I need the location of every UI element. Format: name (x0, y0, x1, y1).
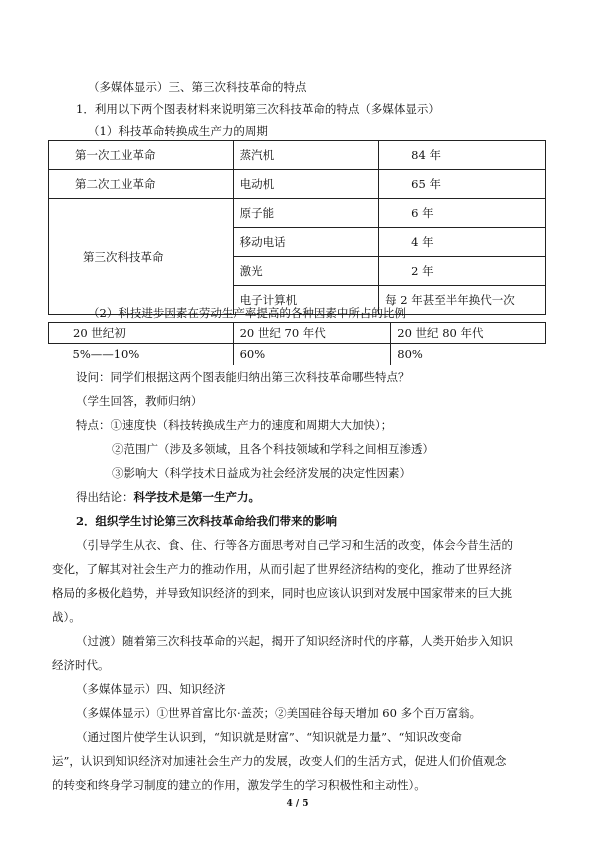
table-cell: 65 年 (379, 170, 546, 199)
section-heading-knowledge-economy: （多媒体显示）四、知识经济 (76, 682, 226, 696)
productivity-cycle-table (48, 140, 546, 315)
item-2-heading: 2．组织学生讨论第三次科技革命给我们带来的影响 (76, 514, 337, 528)
table-cell: 第二次工业革命 (49, 170, 234, 199)
table-cell-group-label: 第三次科技革命 (49, 199, 234, 315)
table-cell: 60% (233, 344, 391, 365)
conclusion-bold: 科学技术是第一生产力。 (133, 490, 260, 504)
paragraph-line: （通过图片使学生认识到，“知识就是财富”、“知识就是力量”、“知识改变命 (76, 730, 462, 744)
feature-2: ②范围广（涉及多领域，且各个科技领域和学科之间相互渗透） (112, 442, 434, 456)
table-cell: 每 2 年甚至半年换代一次 (379, 286, 546, 315)
table-cell: 6 年 (379, 199, 546, 228)
table-row (49, 170, 546, 199)
table-header-cell: 20 世纪初 (49, 323, 234, 344)
table-cell: 2 年 (379, 257, 546, 286)
conclusion-line (76, 489, 260, 505)
table-row (49, 344, 546, 365)
paragraph-line: 的转变和终身学习制度的建立的作用，激发学生的学习积极性和主动性）。 (52, 778, 426, 792)
tech-factor-ratio-table (48, 322, 546, 365)
item-1-heading: 1．利用以下两个图表材料来说明第三次科技革命的特点（多媒体显示） (76, 102, 440, 116)
table-cell: 激光 (233, 257, 379, 286)
table-header-cell: 20 世纪 80 年代 (391, 323, 546, 344)
paragraph-line: （过渡）随着第三次科技革命的兴起，揭开了知识经济时代的序幕，人类开始步入知识 (76, 634, 513, 648)
table-cell: 84 年 (379, 141, 546, 170)
conclusion-prefix: 得出结论： (76, 490, 134, 504)
table-cell: 第一次工业革命 (49, 141, 234, 170)
table-cell: 蒸汽机 (233, 141, 379, 170)
feature-1: 特点：①速度快（科技转换成生产力的速度和周期大大加快）； (76, 418, 393, 432)
paragraph-line: 格局的多极化趋势，并导致知识经济的到来，同时也应该认识到对发展中国家带来的巨大挑 (52, 586, 512, 600)
paragraph-line: 变化，了解其对社会生产力的推动作用，从而引起了世界经济结构的变化，推动了世界经济 (52, 562, 512, 576)
table1-caption: （1）科技革命转换成生产力的周期 (88, 124, 268, 138)
table-cell: 80% (391, 344, 546, 365)
table-header-row (49, 323, 546, 344)
paragraph-line: （多媒体显示）①世界首富比尔·盖茨；②美国硅谷每天增加 60 多个百万富翁。 (76, 706, 482, 720)
paragraph-line: 经济时代。 (52, 658, 110, 672)
table-cell: 5%——10% (49, 344, 234, 365)
table2-caption: （2）科技进步因素在劳动生产率提高的各种因素中所占的比例 (88, 306, 406, 320)
question-line: 设问：同学们根据这两个图表能归纳出第三次科技革命哪些特点？ (76, 370, 410, 384)
table-row (49, 199, 546, 228)
feature-3: ③影响大（科学技术日益成为社会经济发展的决定性因素） (112, 466, 411, 480)
table-cell: 移动电话 (233, 228, 379, 257)
table-header-cell: 20 世纪 70 年代 (233, 323, 391, 344)
table-cell: 4 年 (379, 228, 546, 257)
paragraph-line: （引导学生从衣、食、住、行等各方面思考对自己学习和生活的改变，体会今昔生活的 (76, 538, 513, 552)
page-number: 4 / 5 (286, 799, 309, 809)
section-heading-features: （多媒体显示）三、第三次科技革命的特点 (88, 80, 307, 94)
table-row (49, 141, 546, 170)
table-cell: 原子能 (233, 199, 379, 228)
student-answer-note: （学生回答，教师归纳） (76, 394, 203, 408)
table-cell: 电子计算机 (233, 286, 379, 315)
paragraph-line: 运”，认识到知识经济对加速社会生产力的发展，改变人们的生活方式，促进人们价值观念 (52, 754, 507, 768)
table-cell: 电动机 (233, 170, 379, 199)
paragraph-line: 战）。 (52, 610, 81, 624)
